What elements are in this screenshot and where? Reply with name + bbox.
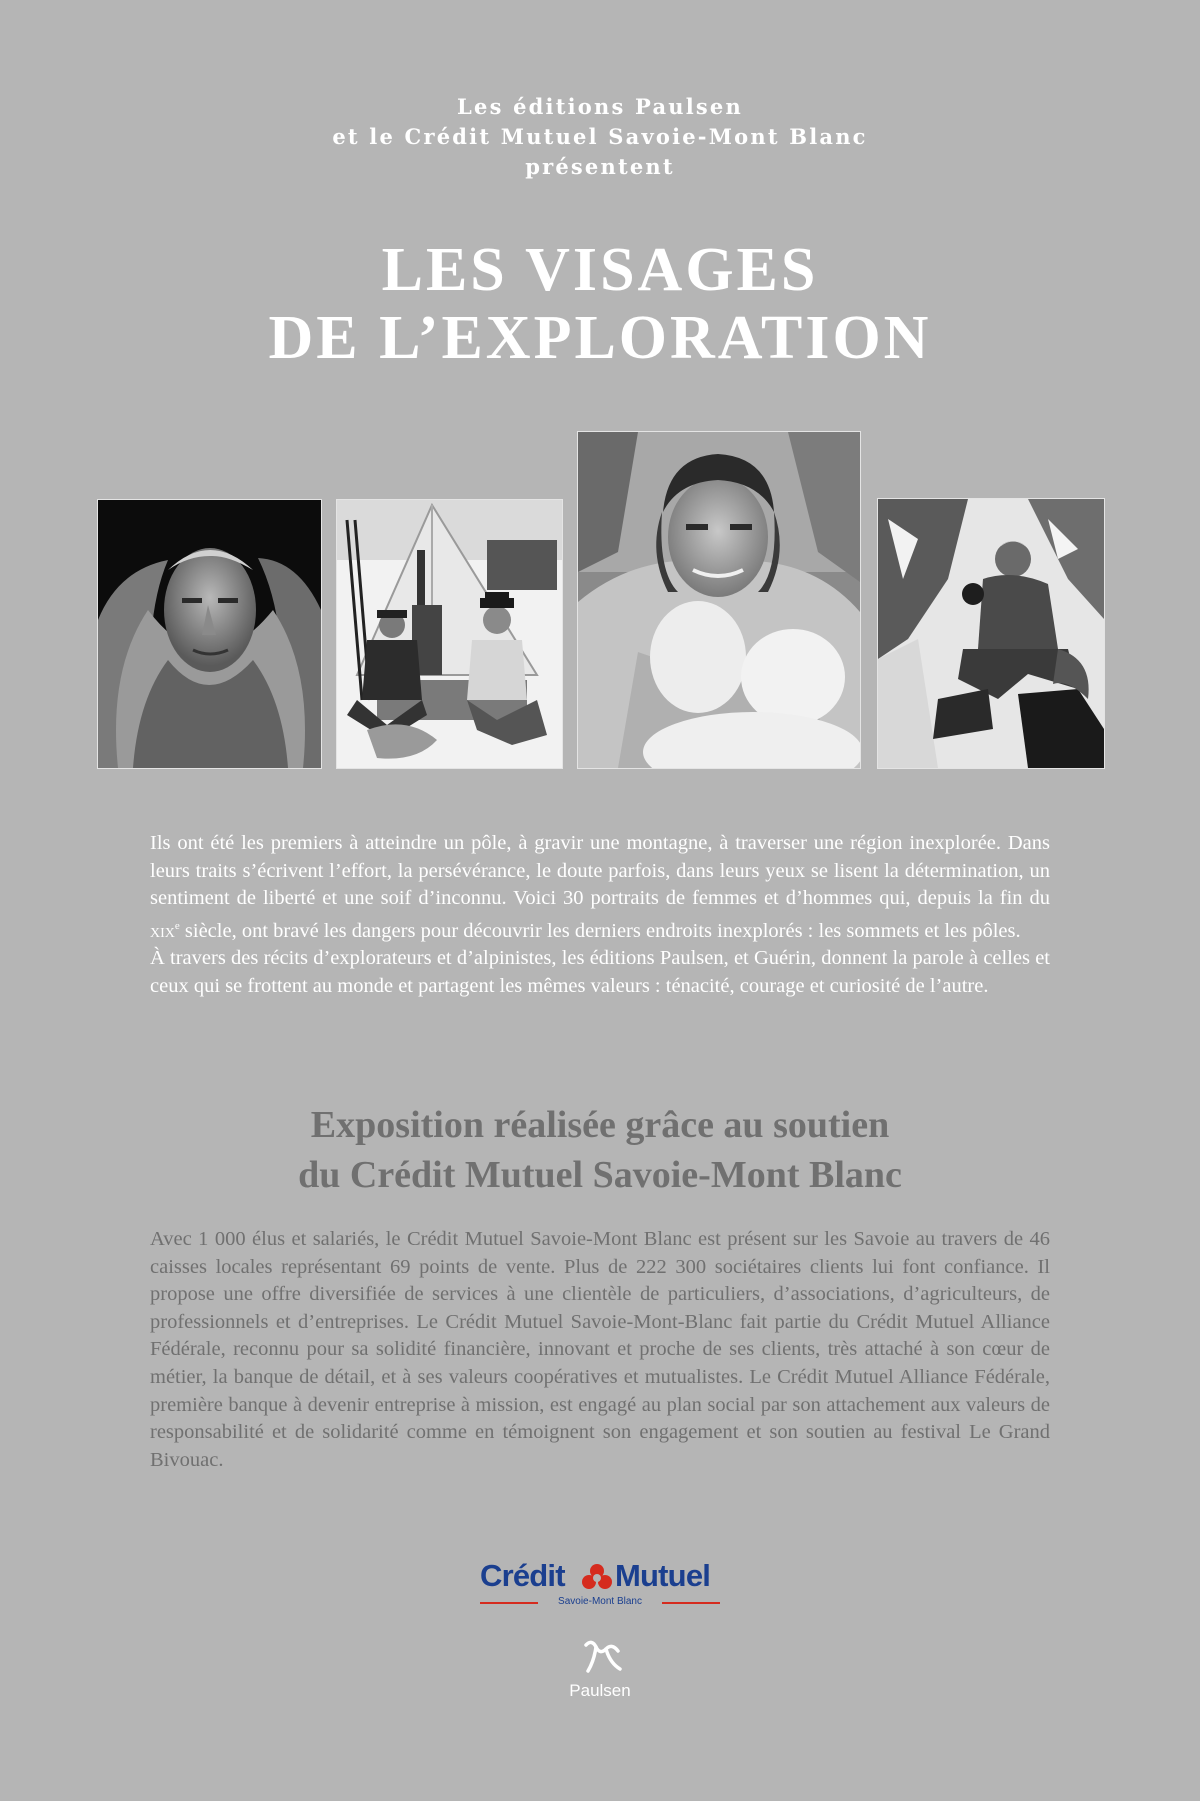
woman-climber-in-snow-photo bbox=[877, 498, 1105, 769]
paulsen-logo-name: Paulsen bbox=[569, 1681, 631, 1700]
presenters-line-2: et le Crédit Mutuel Savoie-Mont Blanc bbox=[332, 124, 868, 149]
intro-paragraph-1 bbox=[150, 830, 1050, 945]
paulsen-mark-icon bbox=[576, 1635, 626, 1679]
intro-p1-start: Ils ont été les premiers à atteindre un pôle, à gravir une montagne, à traverser une région inexplorée. Dans leurs traits s’écrivent l’effort, la persévérance, le doute parfois, dans leurs yeux se lisent la détermination, un sentiment de liberté et une soif d’inconnu. Voici 30 portraits de femmes et d’hommes qui, depuis la fin du bbox=[150, 832, 1050, 910]
century-superscript: e bbox=[174, 919, 180, 932]
support-line-1: Exposition réalisée grâce au soutien bbox=[310, 1104, 890, 1146]
support-line-2: du Crédit Mutuel Savoie-Mont Blanc bbox=[298, 1154, 902, 1196]
explorer-fur-hood-portrait-icon bbox=[98, 500, 321, 768]
woman-climber-in-snow-icon bbox=[878, 499, 1104, 768]
exhibition-title bbox=[0, 236, 1200, 372]
presenters-heading bbox=[0, 92, 1200, 182]
presenters-line-3: présentent bbox=[525, 154, 675, 179]
climber-with-mittens-portrait-icon bbox=[578, 432, 860, 768]
support-heading bbox=[0, 1100, 1200, 1200]
two-men-at-polar-tent-icon bbox=[337, 500, 562, 768]
two-men-at-polar-tent-photo bbox=[336, 499, 563, 769]
explorer-fur-hood-portrait-photo bbox=[97, 499, 322, 769]
presenters-line-1: Les éditions Paulsen bbox=[457, 94, 743, 119]
cm-logo-subtitle: Savoie-Mont Blanc bbox=[558, 1596, 642, 1607]
century-numeral: xix bbox=[150, 919, 175, 942]
bank-paragraph: Avec 1 000 élus et salariés, le Crédit Mutuel Savoie-Mont Blanc est présent sur les Savoie au travers de 46 caisses locales représentant 69 points de vente. Plus de 222 300 sociétaires clients lui font confiance. Il propose une offre diversifiée de services à une clientèle de particuliers, d’associations, d’agriculteurs, de professionnels et d’entreprises. Le Crédit Mutuel Savoie-Mont-Blanc fait partie du Crédit Mutuel Alliance Fédérale, reconnu pour sa solidité financière, innovant et proche de ses clients, très attaché à son cœur de métier, la banque de détail, et à ses valeurs coopératives et mutualistes. Le Crédit Mutuel Alliance Fédérale, première banque à devenir entreprise à mission, est engagé au plan social par son attachement aux valeurs de responsabilité et de solidarité comme en témoignent son engagement et son soutien au festival Le Grand Bivouac. bbox=[150, 1228, 1050, 1471]
intro-text bbox=[150, 830, 1050, 1000]
cm-logo-right-rule bbox=[662, 1602, 720, 1604]
bank-description bbox=[150, 1226, 1050, 1474]
intro-paragraph-2: À travers des récits d’explorateurs et d’alpinistes, les éditions Paulsen, et Guérin, donnent la parole à celles et ceux qui se frottent au monde et partagent les mêmes valeurs : ténacité, courage et curiosité de l’autre. bbox=[150, 947, 1050, 997]
cm-logo-word-credit: Crédit bbox=[480, 1558, 565, 1593]
cm-logo-word-mutuel: Mutuel bbox=[615, 1558, 711, 1593]
title-line-2: DE L’EXPLORATION bbox=[268, 304, 932, 372]
intro-p1-end: siècle, ont bravé les dangers pour découvrir les derniers endroits inexplorés : les sommets et les pôles. bbox=[179, 919, 1021, 942]
credit-mutuel-emblem-icon bbox=[580, 1562, 614, 1592]
climber-with-mittens-portrait-photo bbox=[577, 431, 861, 769]
title-line-1: LES VISAGES bbox=[381, 236, 819, 304]
credit-mutuel-logo bbox=[480, 1558, 720, 1610]
paulsen-logo bbox=[540, 1635, 660, 1705]
